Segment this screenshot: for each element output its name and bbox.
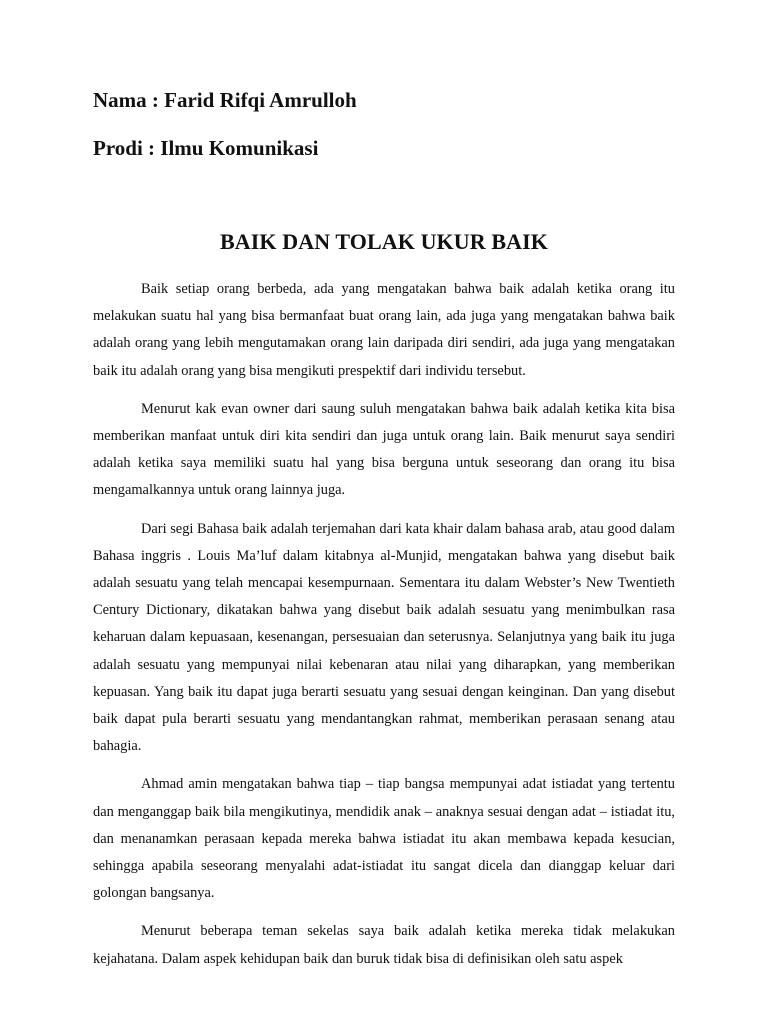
paragraph-5: Menurut beberapa teman sekelas saya baik adalah ketika mereka tidak melakukan kejahatana. Dalam aspek kehidupan baik dan buruk tidak bisa di definisikan oleh satu aspek (93, 923, 675, 967)
document-body (93, 276, 675, 984)
paragraph-4: Ahmad amin mengatakan bahwa tiap – tiap bangsa mempunyai adat istiadat yang tertentu dan menganggap baik bila mengikutinya, mendidik anak – anaknya sesuai dengan adat – istiadat itu, dan menanamkan perasaan kepada mereka bahwa istiadat itu akan membawa kepada kesucian, sehingga apabila seseorang menyalahi adat-istiadat itu sangat dicela dan dianggap keluar dari golongan bangsanya. (93, 776, 675, 902)
author-name: Nama : Farid Rifqi Amrulloh (93, 88, 357, 112)
paragraph-3: Dari segi Bahasa baik adalah terjemahan dari kata khair dalam bahasa arab, atau good dalam Bahasa inggris . Louis Ma’luf dalam kitabnya al-Munjid, mengatakan bahwa yang disebut baik adalah sesuatu yang telah mencapai kesempurnaan. Sementara itu dalam Webster’s New Twentieth Century Dictionary, dikatakan bahwa yang disebut baik adalah sesuatu yang menimbulkan rasa keharuan dalam kepuasaan, kesenangan, persesuaian dan seterusnya. Selanjutnya yang baik itu juga adalah sesuatu yang mempunyai nilai kebenaran atau nilai yang diharapkan, yang memberikan kepuasan. Yang baik itu dapat juga berarti sesuatu yang sesuai dengan keinginan. Dan yang disebut baik dapat pula berarti sesuatu yang mendantangkan rahmat, memberikan perasaan senang atau bahagia. (93, 520, 675, 755)
paragraph-2: Menurut kak evan owner dari saung suluh mengatakan bahwa baik adalah ketika kita bisa memberikan manfaat untuk diri kita sendiri dan juga untuk orang lain. Baik menurut saya sendiri adalah ketika saya memiliki suatu hal yang bisa berguna untuk seseorang dan orang itu bisa mengamalkannya untuk orang lainnya juga. (93, 400, 675, 499)
paragraph-1: Baik setiap orang berbeda, ada yang mengatakan bahwa baik adalah ketika orang itu melakukan suatu hal yang bisa bermanfaat buat orang lain, ada juga yang mengatakan bahwa baik adalah orang yang lebih mengutamakan orang lain daripada diri sendiri, ada juga yang mengatakan baik itu adalah orang yang bisa mengikuti prespektif dari individu tersebut. (93, 281, 675, 379)
study-program: Prodi : Ilmu Komunikasi (93, 136, 319, 160)
document-title: BAIK DAN TOLAK UKUR BAIK (220, 229, 548, 254)
